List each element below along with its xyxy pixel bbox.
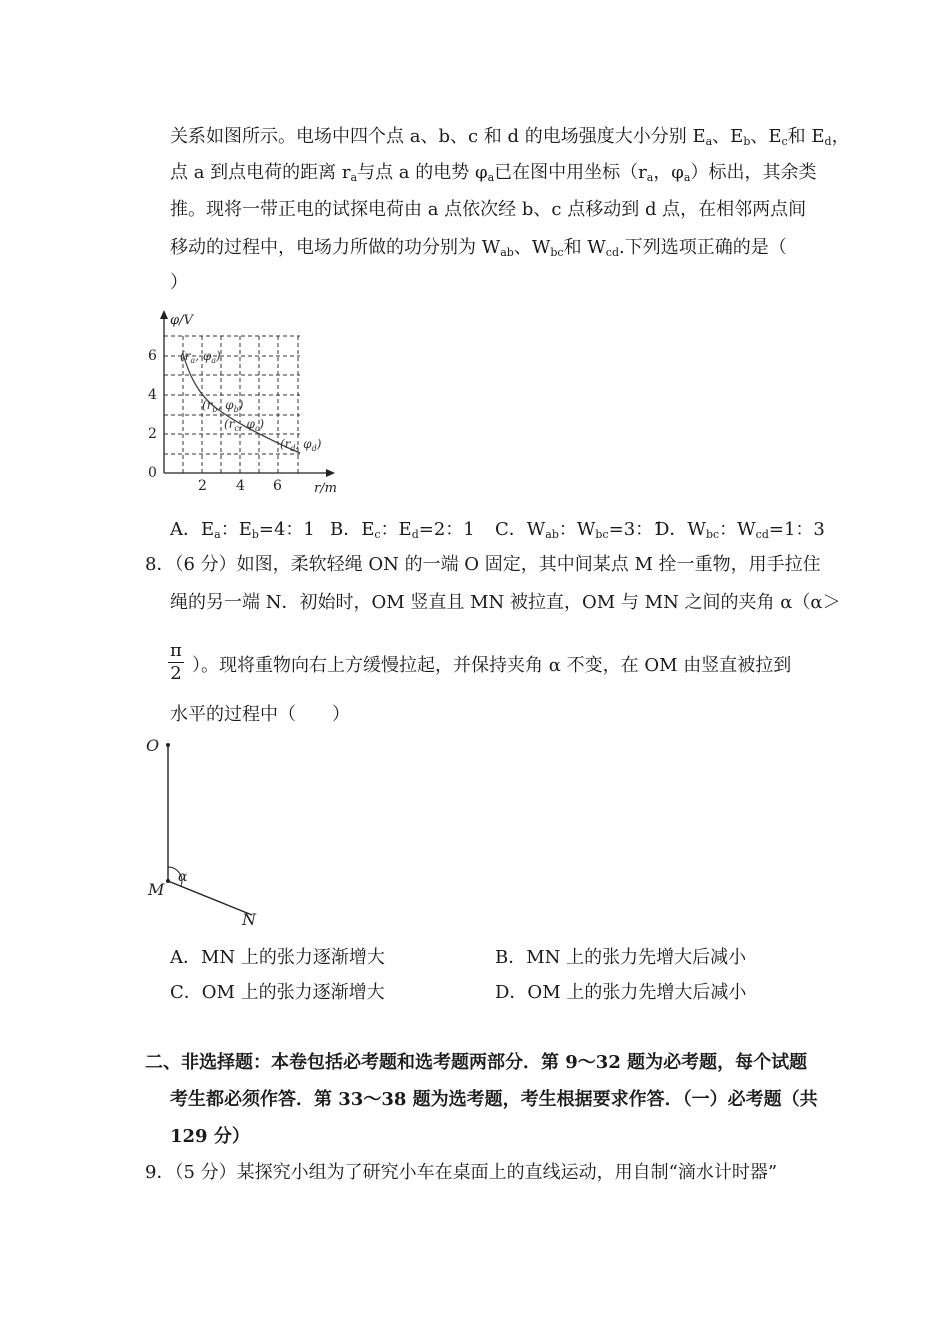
q8-option-c[interactable]: C．OM 上的张力逐渐增大 xyxy=(170,982,385,1003)
pi-over-2-fraction xyxy=(168,640,184,685)
rope-figure xyxy=(140,735,280,925)
graph-y-axis-label: φ/V xyxy=(170,313,193,328)
q7-text-line-4: 移动的过程中，电场力所做的功分别为 $W_{ab}$、$W_{bc}$和 $W_{cd}$.下列选项正确的是（ xyxy=(170,237,787,259)
fraction-numerator: π xyxy=(170,640,182,661)
q9-text-line-1: 9．（5 分）某探究小组为了研究小车在桌面上的直线运动，用自制“滴水计时器” xyxy=(145,1162,778,1183)
q8-option-b[interactable]: B．MN 上的张力先增大后减小 xyxy=(495,947,747,968)
fraction-denominator: 2 xyxy=(170,663,182,684)
graph-y-tick-0: 0 xyxy=(148,465,157,481)
rope-mn xyxy=(168,881,252,915)
graph-x-tick-4: 4 xyxy=(236,478,245,494)
graph-x-axis-label: r/m xyxy=(314,481,337,496)
point-d-label: ($r_d$, $\varphi_d$) xyxy=(280,437,322,453)
q7-option-c[interactable]: C．$W_{ab}$：$W_{bc}=3$：1 xyxy=(495,519,665,541)
point-a-label: ($r_a$, $\varphi_a$) xyxy=(180,349,221,365)
graph-y-tick-4: 4 xyxy=(148,387,157,403)
q8-text-line-3: ）。现将重物向右上方缓慢拉起，并保持夹角 α 不变，在 OM 由竖直被拉到 xyxy=(192,655,792,676)
label-m: M xyxy=(148,880,165,899)
section2-heading-line-2: 考生都必须作答．第 33～38 题为选考题，考生根据要求作答．（一）必考题（共 xyxy=(170,1089,818,1110)
q7-text-line-2: 点 a 到点电荷的距离 $r_a$与点 a 的电势 $\varphi_a$已在图中用坐标（$r_a$，$\varphi_a$）标出，其余类 xyxy=(170,162,817,184)
graph-x-tick-2: 2 xyxy=(198,478,207,494)
q7-option-b[interactable]: B．$E_c$：$E_d=2$：1 xyxy=(330,519,475,541)
q7-option-a[interactable]: A．$E_a$：$E_b=4$：1 xyxy=(170,519,315,541)
q8-text-line-4: 水平的过程中（ ） xyxy=(170,704,350,725)
q8-option-d[interactable]: D．OM 上的张力先增大后减小 xyxy=(495,982,747,1003)
q7-text-line-1: 关系如图所示。电场中四个点 a、b、c 和 d 的电场强度大小分别 $E_a$、$E_b$、$E_c$和 $E_d$， xyxy=(170,126,850,148)
q8-text-line-1: 8．（6 分）如图，柔软轻绳 ON 的一端 O 固定，其中间某点 M 拴一重物，用手拉住 xyxy=(145,554,821,575)
label-alpha: α xyxy=(178,869,188,885)
point-c-label: ($r_c$, $\varphi_c$) xyxy=(224,417,265,433)
graph-x-tick-6: 6 xyxy=(273,478,282,494)
point-o-dot xyxy=(166,743,170,747)
label-n: N xyxy=(242,910,256,925)
graph-y-arrow xyxy=(160,310,168,319)
graph-y-tick-2: 2 xyxy=(148,426,157,442)
point-b-label: ($r_b$, $\varphi_b$) xyxy=(202,398,244,414)
section2-heading-line-3: 129 分） xyxy=(170,1126,250,1147)
potential-distance-graph xyxy=(140,308,350,498)
graph-x-arrow xyxy=(326,469,335,477)
point-m-dot xyxy=(166,879,170,883)
q7-text-line-5: ） xyxy=(170,272,188,293)
q7-option-d[interactable]: D．$W_{bc}$：$W_{cd}=1$：3 xyxy=(655,519,825,541)
section2-heading-line-1: 二、非选择题：本卷包括必考题和选考题两部分．第 9～32 题为必考题，每个试题 xyxy=(145,1052,808,1073)
label-o: O xyxy=(146,736,160,755)
graph-y-tick-6: 6 xyxy=(148,348,157,364)
q7-text-line-3: 推。现将一带正电的试探电荷由 a 点依次经 b、c 点移动到 d 点，在相邻两点间 xyxy=(170,199,807,220)
q8-text-line-2: 绳的另一端 N．初始时，OM 竖直且 MN 被拉直，OM 与 MN 之间的夹角 α（α＞ xyxy=(170,592,841,613)
q8-option-a[interactable]: A．MN 上的张力逐渐增大 xyxy=(170,947,385,968)
